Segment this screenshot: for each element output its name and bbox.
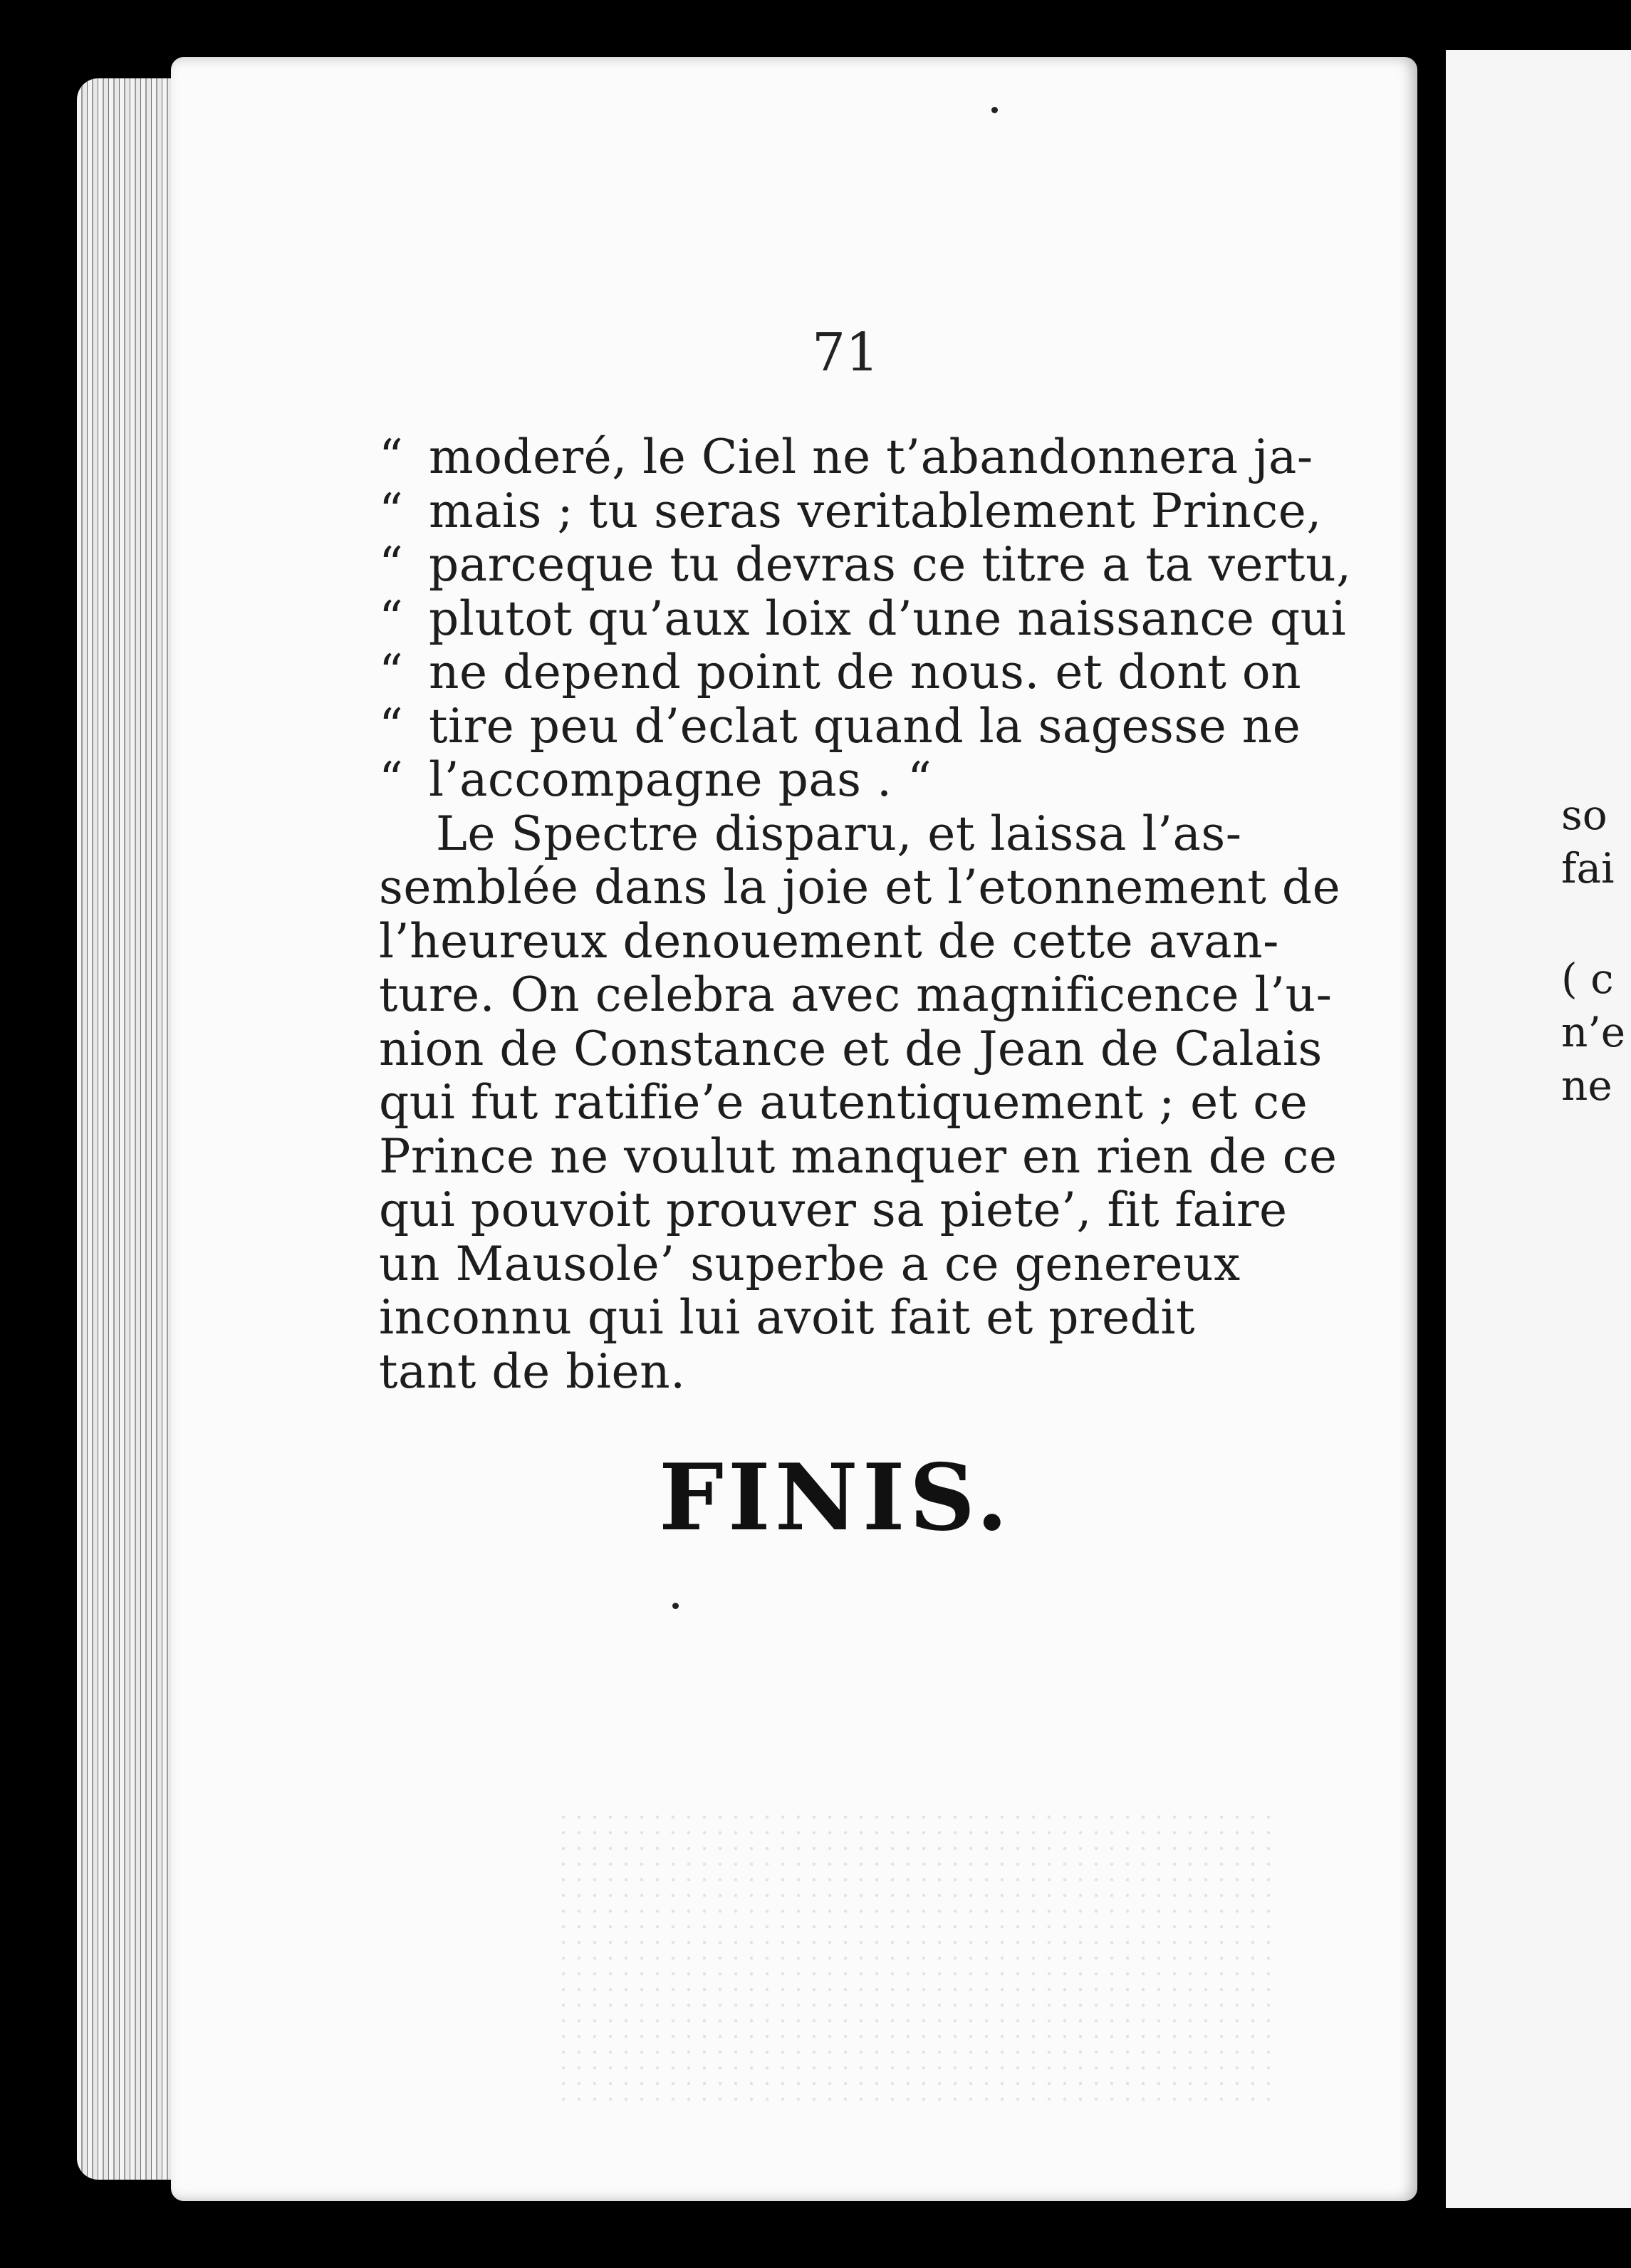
text-line (379, 860, 1341, 915)
line-text: plutot qu’aux loix d’une naissance qui (429, 591, 1347, 646)
show-through-texture (556, 1809, 1282, 2108)
line-text: qui pouvoit prouver sa piete’, fit faire (379, 1182, 1288, 1237)
text-line (379, 1128, 1338, 1184)
ink-speck (991, 107, 998, 113)
line-text: qui fut ratifie’e autentiquement ; et ce (379, 1075, 1308, 1130)
text-line (379, 645, 1302, 699)
text-line (379, 807, 1269, 861)
facing-page-fragment: ne (1561, 1061, 1612, 1110)
text-line (379, 591, 1347, 646)
text-line (379, 1237, 1269, 1291)
ink-speck (672, 1603, 679, 1609)
text-line (379, 967, 1333, 1022)
facing-page-fragment: ( c (1561, 954, 1614, 1003)
quote-mark: “ (379, 591, 404, 646)
facing-page-fragment: so (1561, 791, 1607, 839)
facing-page (1446, 50, 1631, 2208)
facing-page-fragment: fai (1561, 844, 1615, 893)
body-text (379, 430, 1352, 1399)
quote-mark: “ (379, 752, 404, 807)
line-text: l’accompagne pas . “ (429, 752, 932, 807)
text-line (379, 1182, 1288, 1237)
text-line (379, 1291, 1269, 1345)
text-line (379, 430, 1313, 484)
page-number: 71 (812, 322, 880, 383)
line-text: nion de Constance et de Jean de Calais (379, 1021, 1323, 1076)
line-text: inconnu qui lui avoit fait et predit (379, 1290, 1196, 1345)
line-text: moderé, le Ciel ne t’abandonnera ja- (429, 430, 1313, 484)
line-text: ne depend point de nous. et dont on (429, 645, 1302, 699)
line-text: l’heureux denouement de cette avan- (379, 913, 1279, 969)
line-text: Le Spectre disparu, et laissa l’as- (436, 806, 1242, 861)
line-text: tire peu d’eclat quand la sagesse ne (429, 698, 1301, 754)
line-text: tant de bien. (379, 1343, 686, 1399)
book-page-edges (77, 78, 184, 2180)
finis-heading: FINIS. (659, 1445, 1013, 1551)
line-text: ture. On celebra avec magnificence l’u- (379, 967, 1333, 1022)
line-text: parceque tu devras ce titre a ta vertu, (429, 537, 1352, 592)
quote-mark: “ (379, 537, 404, 592)
line-text: mais ; tu seras veritablement Prince, (429, 483, 1322, 539)
facing-page-fragment: n’e (1561, 1008, 1626, 1056)
text-line (379, 1345, 1269, 1399)
quote-mark: “ (379, 645, 404, 699)
quote-mark: “ (379, 430, 404, 484)
text-line (379, 1075, 1308, 1130)
text-line (379, 483, 1322, 539)
line-text: semblée dans la joie et l’etonnement de (379, 860, 1341, 915)
text-line (379, 698, 1301, 754)
text-line (379, 537, 1352, 592)
text-line (379, 753, 1269, 807)
quote-mark: “ (379, 483, 404, 539)
book-gutter (1417, 43, 1446, 2222)
quote-mark: “ (379, 698, 404, 754)
text-line (379, 1021, 1323, 1076)
line-text: Prince ne voulut manquer en rien de ce (379, 1128, 1338, 1184)
text-line (379, 913, 1279, 969)
line-text: un Mausole’ superbe a ce genereux (379, 1236, 1241, 1291)
